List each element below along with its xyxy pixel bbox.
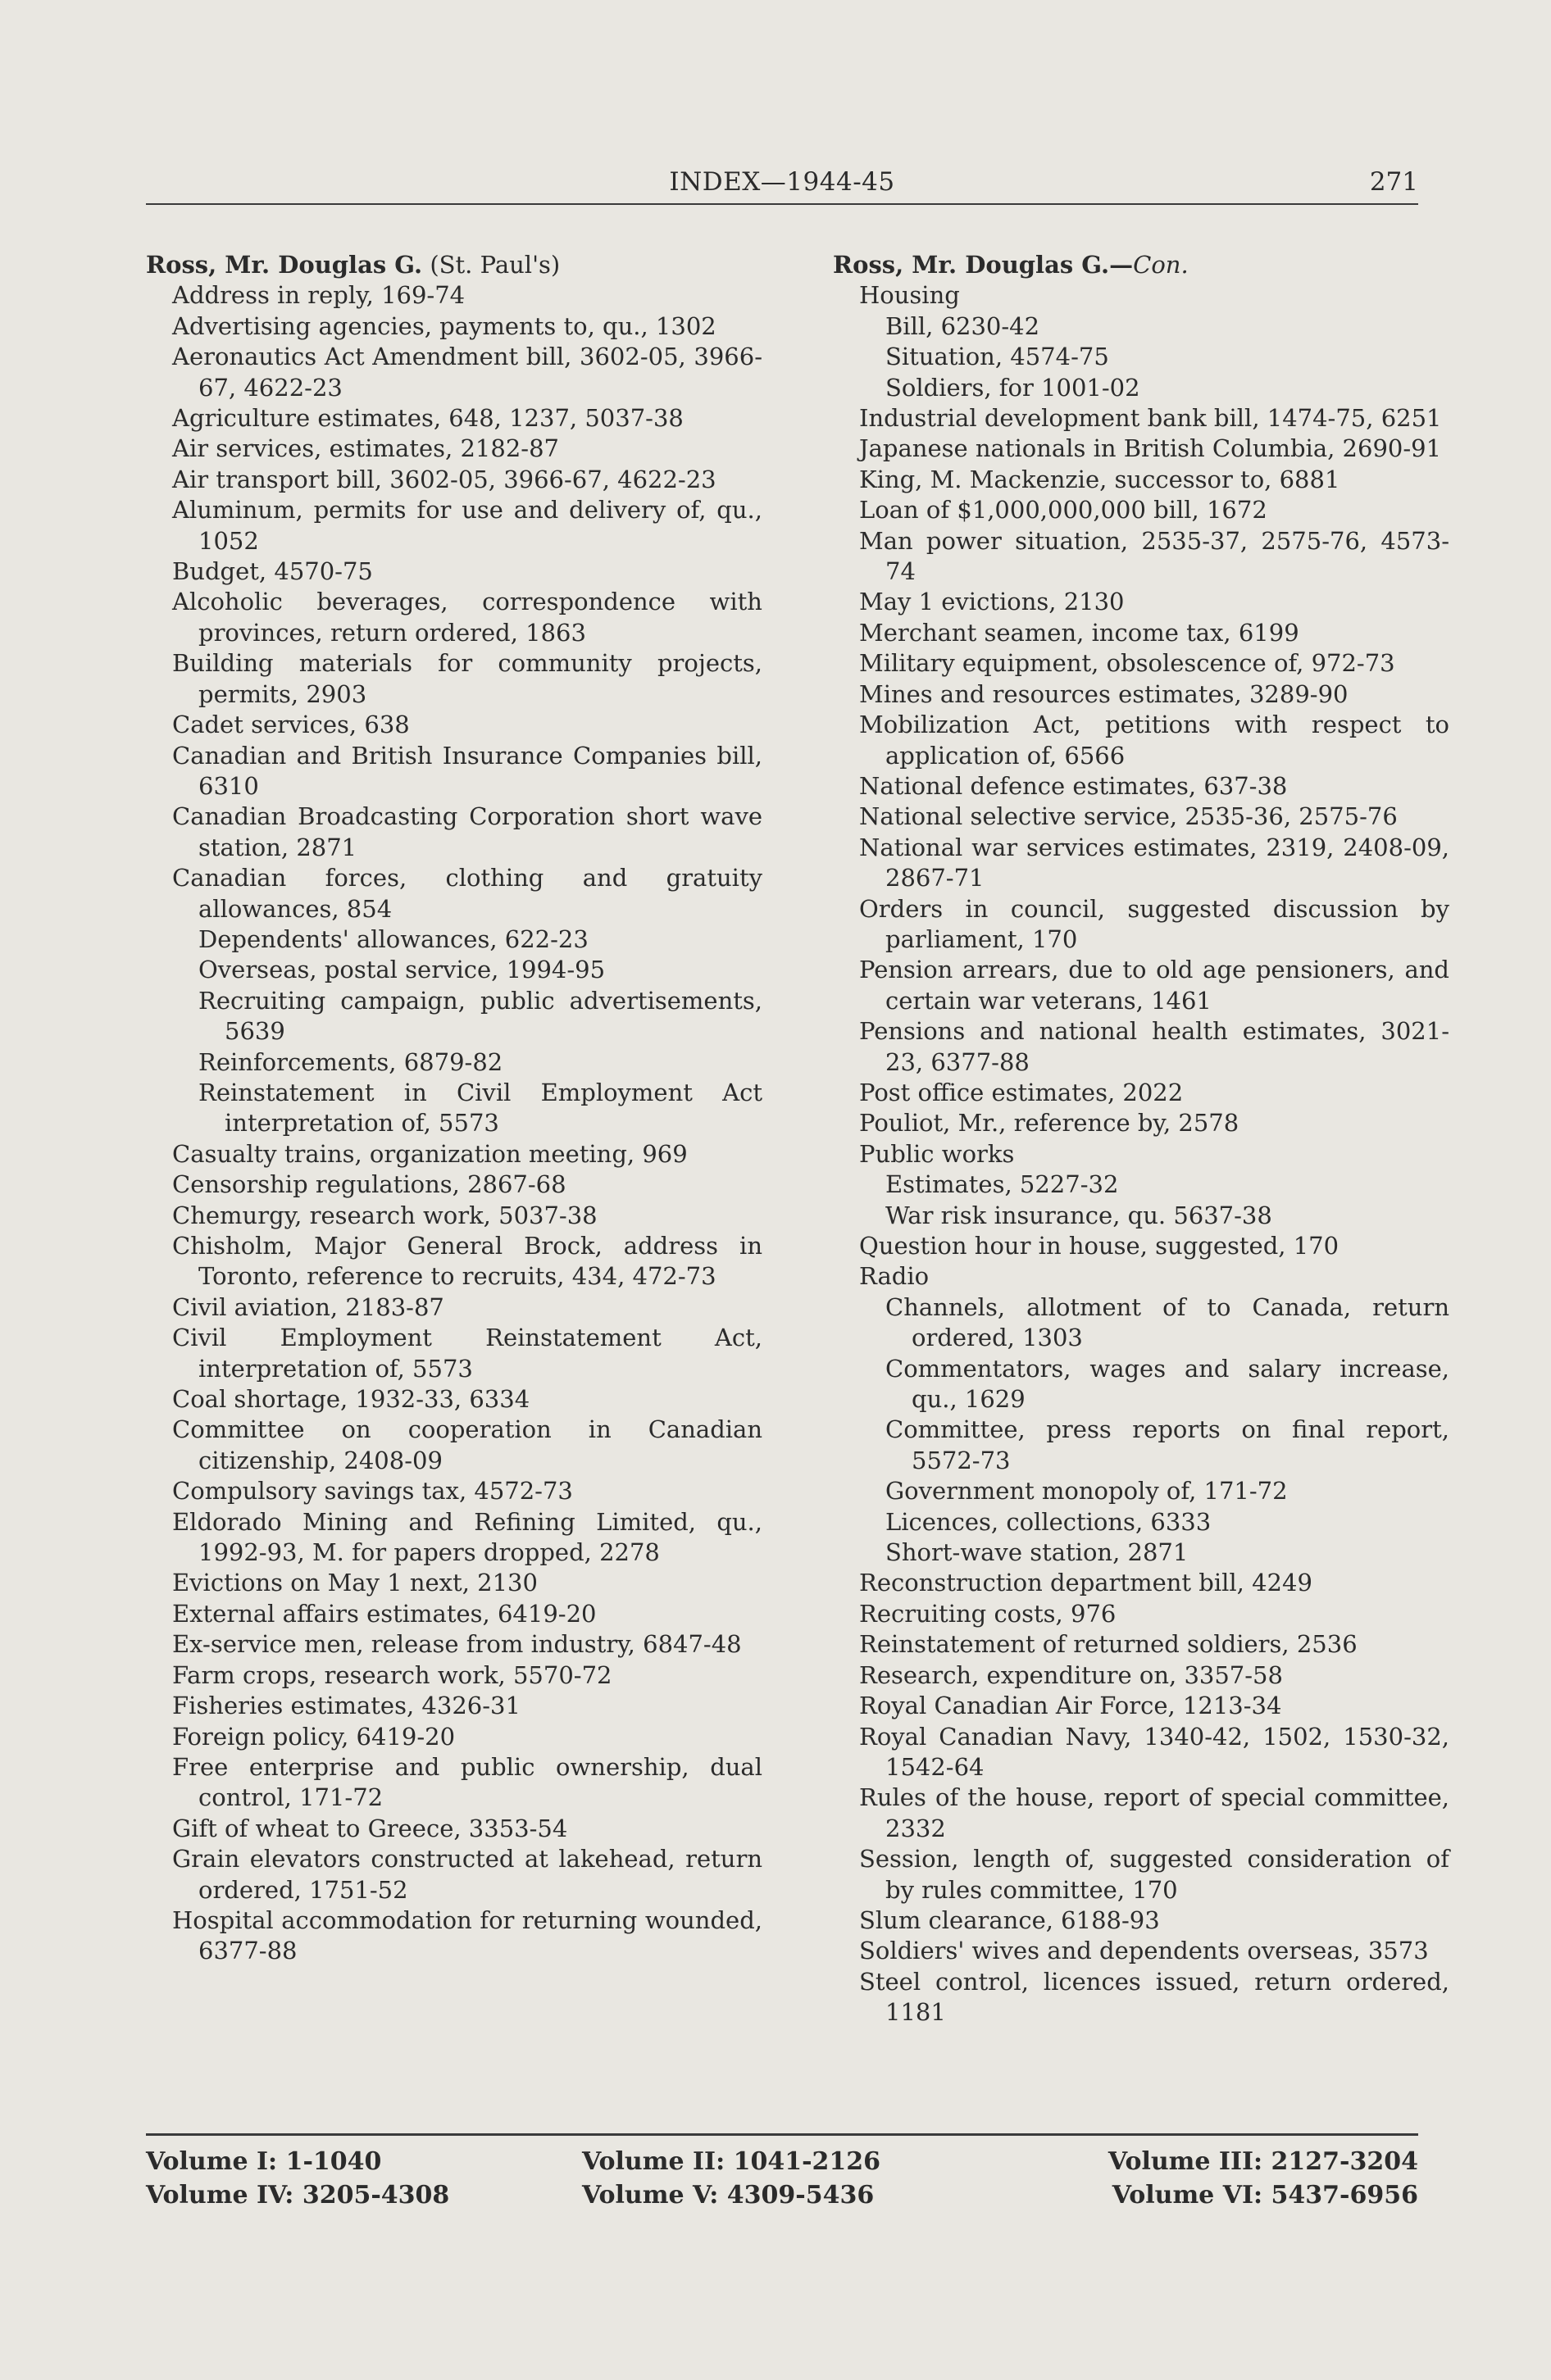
index-entry: Foreign policy, 6419-20 [172,1722,456,1751]
index-entry: Question hour in house, suggested, 170 [859,1232,1340,1260]
index-entry: External affairs estimates, 6419-20 [172,1599,597,1628]
index-entry: Mines and resources estimates, 3289-90 [859,679,1349,708]
volume-range: Volume VI: 5437-6956 [1112,2181,1418,2210]
index-entry: Loan of $1,000,000,000 bill, 1672 [859,496,1267,525]
index-subentry: Bill, 6230-42 [885,311,1040,340]
heading-qualifier: (St. Paul's) [430,251,561,279]
index-entry: Housing [859,281,960,310]
index-entry: Mobilization Act, petitions with respect to application of, 6566 [859,711,1449,770]
index-entry: Address in reply, 169-74 [172,281,466,310]
volume-row [146,2147,1418,2181]
index-subentry: Licences, collections, 6333 [885,1507,1212,1536]
index-entry: National selective service, 2535-36, 2575-76 [859,802,1398,831]
index-entry: Merchant seamen, income tax, 6199 [859,618,1299,647]
index-entry: Aluminum, permits for use and delivery of, qu., 1052 [172,496,762,555]
index-entry: Research, expenditure on, 3357-58 [859,1660,1283,1689]
index-subentry: Commentators, wages and salary increase, qu., 1629 [885,1354,1449,1414]
volume-range: Volume III: 2127-3204 [1108,2147,1418,2176]
index-entry: Canadian Broadcasting Corporation short wave station, 2871 [172,802,762,861]
index-entry: Aeronautics Act Amendment bill, 3602-05, 3966-67, 4622-23 [172,343,762,402]
index-entry: Ex-service men, release from industry, 6847-48 [172,1630,742,1659]
index-entry: Eldorado Mining and Refining Limited, qu., 1992-93, M. for papers dropped, 2278 [172,1507,762,1567]
index-entry: Royal Canadian Air Force, 1213-34 [859,1692,1282,1720]
heading-qualifier: Con. [1133,251,1189,279]
index-entry: Air transport bill, 3602-05, 3966-67, 4622-23 [172,465,716,493]
index-entry: Chisholm, Major General Brock, address in Toronto, reference to recruits, 434, 472-73 [172,1232,762,1291]
index-entry: May 1 evictions, 2130 [859,588,1125,616]
index-subentry: Estimates, 5227-32 [885,1170,1119,1199]
running-title: INDEX—1944-45 [669,167,895,197]
index-entry: Royal Canadian Navy, 1340-42, 1502, 1530-32, 1542-64 [859,1722,1449,1781]
index-entry: Alcoholic beverages, correspondence with provinces, return ordered, 1863 [172,588,762,647]
index-entry: Reconstruction department bill, 4249 [859,1569,1312,1597]
index-entry: Building materials for community projects, permits, 2903 [172,649,762,708]
index-entry: Radio [859,1262,930,1291]
index-column-left [146,250,762,1967]
index-entry: Canadian forces, clothing and gratuity allowances, 854 [172,864,762,923]
volume-range: Volume V: 4309-5436 [582,2181,875,2210]
index-entry: Censorship regulations, 2867-68 [172,1170,566,1199]
index-entry: Compulsory savings tax, 4572-73 [172,1477,573,1506]
index-entry: Hospital accommodation for returning wounded, 6377-88 [172,1905,762,1965]
index-entry: Coal shortage, 1932-33, 6334 [172,1385,530,1414]
index-entry: Civil Employment Reinstatement Act, interpretation of, 5573 [172,1324,762,1383]
index-entry: Public works [859,1139,1015,1168]
index-entry: Pension arrears, due to old age pensioners, and certain war veterans, 1461 [859,956,1449,1015]
index-entry: Casualty trains, organization meeting, 969 [172,1139,688,1168]
index-entry: Budget, 4570-75 [172,557,373,586]
index-entry: Grain elevators constructed at lakehead, return ordered, 1751-52 [172,1845,762,1904]
column-heading [833,250,1449,280]
index-entry: Orders in council, suggested discussion by parliament, 170 [859,894,1449,953]
index-entry: Recruiting costs, 976 [859,1599,1117,1628]
volume-range: Volume I: 1-1040 [146,2147,382,2176]
index-entry: Free enterprise and public ownership, dual control, 171-72 [172,1752,762,1812]
index-entry: Fisheries estimates, 4326-31 [172,1692,521,1720]
heading-name: Ross, Mr. Douglas G.— [833,251,1134,279]
index-entry: Post office estimates, 2022 [859,1078,1184,1106]
index-subentry: Reinforcements, 6879-82 [198,1047,503,1076]
index-entry: Gift of wheat to Greece, 3353-54 [172,1814,568,1842]
index-entry: Air services, estimates, 2182-87 [172,434,559,463]
index-subentry: Reinstatement in Civil Employment Act interpretation of, 5573 [198,1078,762,1138]
page-number: 271 [1369,167,1418,197]
index-entry: Steel control, licences issued, return ordered, 1181 [859,1967,1449,2027]
page-header [146,162,1418,205]
index-subentry: Soldiers, for 1001-02 [885,373,1140,402]
index-subentry: Recruiting campaign, public advertisements, 5639 [198,986,762,1046]
index-entry: National war services estimates, 2319, 2408-09, 2867-71 [859,833,1449,892]
index-entry: Japanese nationals in British Columbia, 2690-91 [859,434,1442,463]
index-entry: Industrial development bank bill, 1474-75, 6251 [859,404,1442,433]
volume-range: Volume IV: 3205-4308 [146,2181,450,2210]
index-subentry: Government monopoly of, 171-72 [885,1477,1288,1506]
volume-range: Volume II: 1041-2126 [582,2147,881,2176]
volume-row [146,2181,1418,2214]
index-entry: Advertising agencies, payments to, qu., 1302 [172,311,716,340]
index-entry: Soldiers' wives and dependents overseas, 3573 [859,1937,1429,1965]
index-subentry: Overseas, postal service, 1994-95 [198,956,606,984]
volume-footer [146,2133,1418,2214]
index-entry: Cadet services, 638 [172,711,410,739]
index-entry: Committee on cooperation in Canadian citizenship, 2408-09 [172,1415,762,1474]
index-entry: Civil aviation, 2183-87 [172,1292,444,1321]
index-entry: Rules of the house, report of special committee, 2332 [859,1783,1449,1842]
index-entry: Reinstatement of returned soldiers, 2536 [859,1630,1358,1659]
index-entry: Pensions and national health estimates, 3021-23, 6377-88 [859,1017,1449,1076]
index-entry: Farm crops, research work, 5570-72 [172,1660,612,1689]
index-entry: Slum clearance, 6188-93 [859,1905,1160,1934]
index-entry: Military equipment, obsolescence of, 972-73 [859,649,1395,678]
index-subentry: Channels, allotment of to Canada, return ordered, 1303 [885,1292,1449,1352]
index-entry: Agriculture estimates, 648, 1237, 5037-38 [172,404,684,433]
index-subentry: War risk insurance, qu. 5637-38 [885,1201,1272,1229]
index-entry: Session, length of, suggested consideration of by rules committee, 170 [859,1845,1449,1904]
index-subentry: Dependents' allowances, 622-23 [198,924,589,953]
heading-name: Ross, Mr. Douglas G. [146,251,423,279]
index-entry: Pouliot, Mr., reference by, 2578 [859,1109,1239,1138]
index-subentry: Short-wave station, 2871 [885,1538,1189,1567]
index-column-right [833,250,1449,2028]
index-entry: King, M. Mackenzie, successor to, 6881 [859,465,1340,493]
index-entry: Canadian and British Insurance Companies bill, 6310 [172,741,762,800]
index-entry: Man power situation, 2535-37, 2575-76, 4573-74 [859,526,1449,586]
index-entry: National defence estimates, 637-38 [859,771,1288,800]
index-subentry: Committee, press reports on final report, 5572-73 [885,1415,1449,1474]
index-subentry: Situation, 4574-75 [885,343,1109,371]
index-entry: Chemurgy, research work, 5037-38 [172,1201,598,1229]
index-entry: Evictions on May 1 next, 2130 [172,1569,538,1597]
column-heading [146,250,762,280]
